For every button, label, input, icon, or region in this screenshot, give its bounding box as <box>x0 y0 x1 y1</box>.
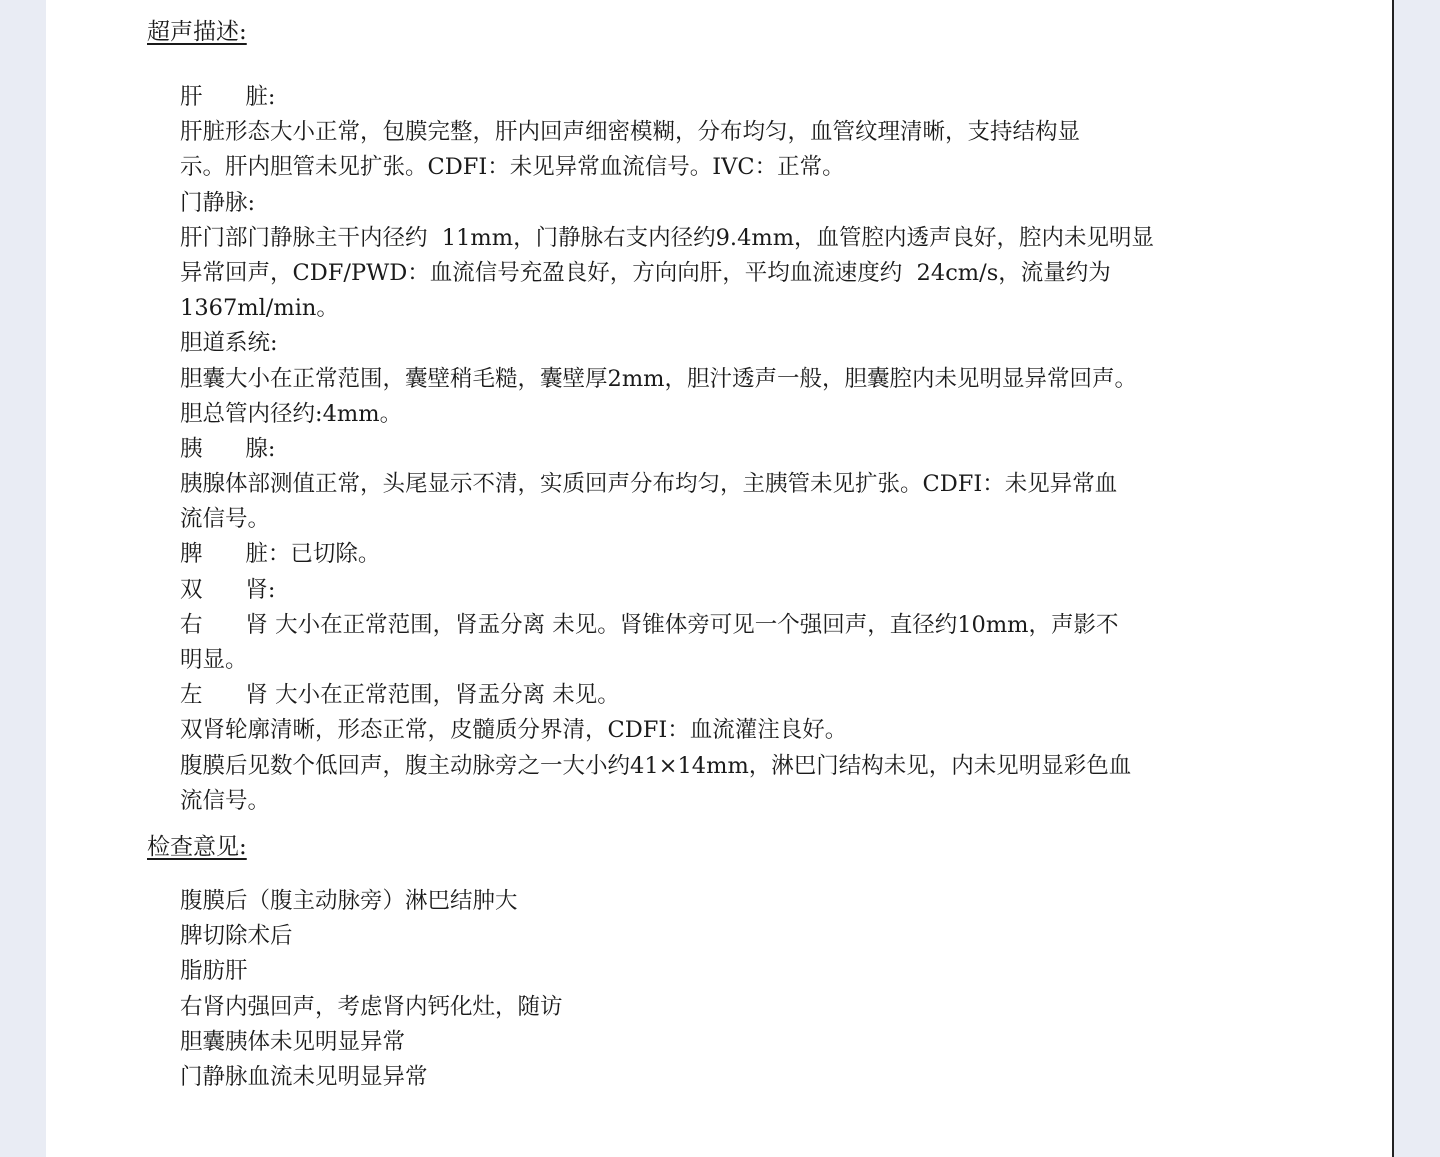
liver-text-line-2: 示。肝内胆管未见扩张。CDFI：未见异常血流信号。IVC：正常。 <box>180 154 845 181</box>
opinion-item: 脂肪肝 <box>180 958 248 985</box>
retroperitoneum-line-1: 腹膜后见数个低回声，腹主动脉旁之一大小约41×14mm，淋巴门结构未见，内未见明显彩色血 <box>180 752 1132 779</box>
ultrasound-description-body <box>180 80 1310 819</box>
opinion-item: 胆囊胰体未见明显异常 <box>180 1028 406 1055</box>
exam-opinion-heading: 检查意见: <box>147 834 247 860</box>
pancreas-label: 胰 腺: <box>180 435 276 462</box>
opinion-item: 腹膜后（腹主动脉旁）淋巴结肿大 <box>180 888 518 914</box>
retroperitoneum-line-2: 流信号。 <box>180 787 271 814</box>
right-kidney-line-2: 明显。 <box>180 647 248 673</box>
opinion-item: 右肾内强回声，考虑肾内钙化灶，随访 <box>180 993 563 1020</box>
pancreas-text-line-2: 流信号。 <box>180 506 271 533</box>
ultrasound-description-heading: 超声描述: <box>147 19 247 45</box>
biliary-text-line-2: 胆总管内径约:4mm。 <box>180 400 403 427</box>
portal-vein-label: 门静脉: <box>180 189 256 216</box>
pancreas-text-line-1: 胰腺体部测值正常，头尾显示不清，实质回声分布均匀，主胰管未见扩张。CDFI：未见异常血 <box>180 471 1118 498</box>
opinion-item: 脾切除术后 <box>180 923 293 950</box>
biliary-system-label: 胆道系统: <box>180 330 278 357</box>
right-kidney-line-1: 右 肾 大小在正常范围，肾盂分离 未见。肾锥体旁可见一个强回声，直径约10mm，声影不 <box>180 611 1119 638</box>
kidneys-label: 双 肾: <box>180 576 276 603</box>
liver-label: 肝 脏: <box>180 84 276 110</box>
opinion-item: 门静脉血流未见明显异常 <box>180 1063 428 1090</box>
portal-vein-text-line-3: 1367ml/min。 <box>180 295 339 322</box>
exam-opinion-body <box>180 884 1310 1095</box>
left-kidney-line: 左 肾 大小在正常范围，肾盂分离 未见。 <box>180 682 620 709</box>
biliary-text-line-1: 胆囊大小在正常范围，囊壁稍毛糙，囊壁厚2mm，胆汁透声一般，胆囊腔内未见明显异常回声。 <box>180 365 1137 392</box>
portal-vein-text-line-2: 异常回声，CDF/PWD：血流信号充盈良好，方向向肝，平均血流速度约 24cm/s，流量约为 <box>180 259 1111 286</box>
kidneys-summary-line: 双肾轮廓清晰，形态正常，皮髓质分界清，CDFI：血流灌注良好。 <box>180 717 848 744</box>
portal-vein-text-line-1: 肝门部门静脉主干内径约 11mm，门静脉右支内径约9.4mm，血管腔内透声良好，腔内未见明显 <box>180 224 1155 251</box>
liver-text-line-1: 肝脏形态大小正常，包膜完整，肝内回声细密模糊，分布均匀，血管纹理清晰，支持结构显 <box>180 119 1081 146</box>
report-page <box>46 0 1394 1157</box>
spleen-line: 脾 脏：已切除。 <box>180 541 381 568</box>
